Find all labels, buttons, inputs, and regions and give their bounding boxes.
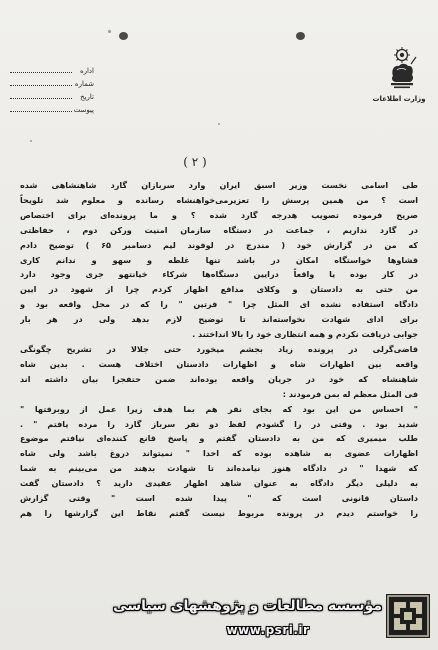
text-line: اظهارات عضوی به شاهده بوده که احدا " نمیتواند دروغ باشد ولی شاه [20,448,418,459]
text-line: صریح فرموده تصویب هدرجه گارد شده ؟ و ما پرونده‌ای برای اختصاص [20,209,418,220]
punch-hole-right [296,32,305,40]
scan-speck [218,123,220,125]
text-line: جوابی دریافت نکردم و همه انتظاری خود را بالا انداختند . [192,329,418,340]
text-line: من حتی به دادستان و وکلای مدافع اظهار کردم چرا از شهود در ایین [20,284,418,295]
body-text [20,178,418,521]
text-line: را خواستم دیدم در پرونده مربوط نیست گفتم نقاط این گزارشها را هم [20,507,418,518]
page-number: ( ۲ ) [183,155,207,169]
text-line: برای ادای شهادت نخواسته‌اند تا توضیح لازم بدهد ولی در هر بار [20,314,418,325]
watermark-url[interactable]: www.psri.ir [226,623,310,637]
field-line [10,72,72,73]
field-label: اداره [79,67,94,75]
institute-logo-icon [386,594,430,638]
text-line: است ؟ من همین پرسش را تعزیرمی‌خواهنشاه رسانده و معلوم شد تلویحاً [20,194,418,205]
text-line: دادگاه استفاده نشده ای المثل چرا " فرتین " را که در محل واقعه بود و [20,299,418,310]
field-label: پیوست [73,106,94,114]
text-line: در گارد نداریم ، جماعت در دستگاه سازمان امنیت ورکن دوم ، حفاظتی [20,224,418,235]
field-number [6,75,94,88]
text-line: " احساس من این بود که بجای نفر هم بما هدف زیرا عمل از روبرفتها " [20,403,418,414]
text-line: که من در گزارش خود ( مندرج در لوفوند لیم دسامبر ۶۵ ) توضیح دادم [20,239,418,250]
field-label: شماره [74,80,94,88]
text-line: فی المثل معظم له بمن فرمودند : [282,388,418,399]
text-line: به دلیلی دیگر دادگاه به عنوان شاهد اظهار عقیدی دارید ؟ دادستان گفت [20,478,418,489]
field-label: تاریخ [80,93,94,101]
punch-hole-left [119,32,128,40]
text-line: قشاوها خواستگاه امکان در باشد تنها غلطه و سهو و ندانم کاری [20,254,418,265]
text-line: شاهنشاه که خود در جریان واقعه بوده‌اند ضمن حتفجرا بیان داشته اند [20,373,418,384]
field-line [10,85,72,86]
watermark-title: مؤسسه مطالعات و پژوهشهای سیاسی [113,598,382,614]
lion-and-sun-emblem-icon [385,46,419,90]
text-line: که شهدا " در دادگاه هنوز نیامده‌اند تا شهادت بدهند من می‌بینم به شما [20,463,418,474]
text-line: طی اسامی نخست وزیر اسبق ایران وارد سربازان گارد شاهنشاهی شده [20,180,418,190]
field-line [10,111,72,112]
text-line: قاضی‌گرلی در پرونده زیاد بجشم میخورد حتی جلالا در تشریح چگونگی [20,343,418,354]
text-line: در کار بوده یا واقعاً درایین دستگاه‌ها شرکاء خیانتهو جری وجود دارد [20,269,418,280]
ministry-name: وزارت اطلاعات [372,95,426,103]
text-line: داستان قانونی است که " پیدا شده است " وقتی گزارش [20,493,418,504]
text-line: طلب میمیری که من به دادستان گفتم و پاسخ قانع کننده‌ای نیافتم موضوع [20,433,418,444]
text-line: شدید بود . وقتی در را گشودم لفظ دو نفر سرباز گارد را مرده یافتم " . [20,418,418,429]
text-line: واقعه بین اظهارات شاه و اظهارات دادستان اختلاف هست . بدین شاه [20,358,418,369]
scan-speck [108,30,111,33]
field-date [6,88,94,101]
field-line [10,98,72,99]
field-attachment [6,101,94,114]
field-department [6,62,94,75]
scan-speck [30,140,32,142]
header-form-fields [6,62,94,114]
